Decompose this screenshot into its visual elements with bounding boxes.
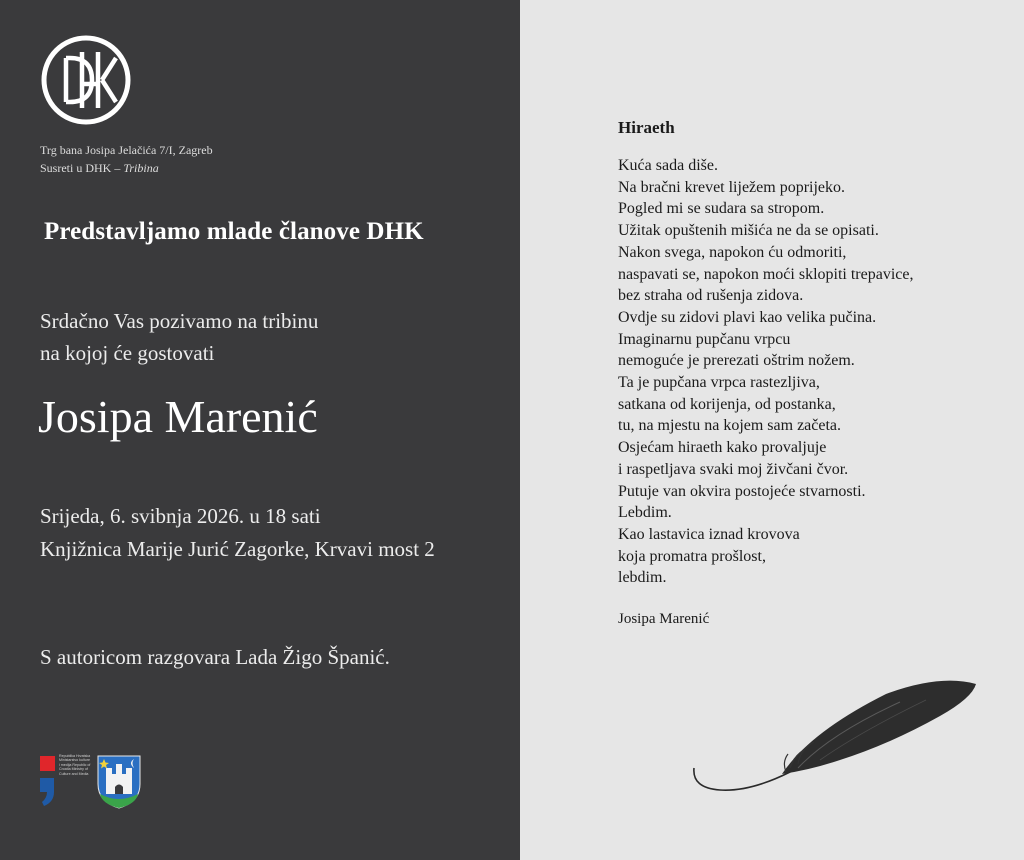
- invitation-line-2: na kojoj će gostovati: [40, 341, 215, 365]
- poem-line: Ovdje su zidovi plavi kao velika pučina.: [618, 308, 877, 326]
- poem-line: nemoguće je prerezati oštrim nožem.: [618, 352, 855, 370]
- feather-quill-icon: [690, 672, 982, 800]
- dhk-logo-icon: [40, 34, 132, 126]
- poem-line: Kao lastavica iznad krovova: [618, 525, 800, 543]
- address-line: Trg bana Josipa Jelačića 7/I, Zagreb: [40, 143, 213, 157]
- ministry-logo: [40, 754, 94, 810]
- poem-author: Josipa Marenić: [618, 611, 710, 628]
- invitation-line-1: Srdačno Vas pozivamo na tribinu: [40, 309, 319, 333]
- poem: [618, 118, 913, 628]
- poem-line: Imaginarnu pupčanu vrpcu: [618, 330, 791, 348]
- series-prefix: Susreti u DHK –: [40, 161, 124, 175]
- guest-name: Josipa Marenić: [38, 391, 318, 442]
- poem-line: Lebdim.: [618, 504, 672, 522]
- ministry-red-square: [40, 756, 55, 771]
- event-date: Srijeda, 6. svibnja 2026. u 18 sati: [40, 504, 321, 528]
- poem-line: koja promatra prošlost,: [618, 547, 766, 565]
- poem-line: tu, na mjestu na kojem sam začeta.: [618, 417, 842, 435]
- zagreb-coat-of-arms-icon: [96, 754, 142, 810]
- poem-line: Užitak opuštenih mišića ne da se opisati.: [618, 222, 879, 240]
- series-italic: Tribina: [123, 161, 159, 175]
- poem-line: bez straha od rušenja zidova.: [618, 287, 804, 305]
- poem-line: Kuća sada diše.: [618, 157, 718, 174]
- poem-line: Pogled mi se sudara sa stropom.: [618, 200, 825, 218]
- headline: Predstavljamo mlade članove DHK: [44, 218, 424, 245]
- poem-line: i raspetljava svaki moj živčani čvor.: [618, 460, 849, 478]
- poem-line: Na bračni krevet liježem poprijeko.: [618, 178, 846, 196]
- poem-title: Hiraeth: [618, 118, 675, 137]
- poem-line: Osjećam hiraeth kako provaljuje: [618, 439, 827, 457]
- poem-line: lebdim.: [618, 569, 667, 587]
- poem-line: satkana od korijenja, od postanka,: [618, 395, 836, 413]
- event-venue: Knjižnica Marije Jurić Zagorke, Krvavi most 2: [40, 537, 435, 561]
- series-line: [40, 159, 213, 177]
- poem-line: Ta je pupčana vrpca rastezljiva,: [618, 374, 820, 392]
- ministry-comma-icon: [40, 778, 54, 806]
- poem-line: naspavati se, napokon moći sklopiti trepavice,: [618, 265, 914, 283]
- address-block: [40, 141, 213, 177]
- moderator-line: S autoricom razgovara Lada Žigo Španić.: [40, 645, 390, 669]
- invitation-text: [40, 305, 318, 369]
- poem-body: [618, 155, 913, 589]
- poem-line: Nakon svega, napokon ću odmoriti,: [618, 243, 847, 261]
- poem-line: Putuje van okvira postojeće stvarnosti.: [618, 482, 866, 500]
- ministry-text: Republika Hrvatska Ministarstvo kulture i medija Republic of Croatia Ministry of Culture and Media: [59, 754, 91, 776]
- event-details: [40, 500, 435, 566]
